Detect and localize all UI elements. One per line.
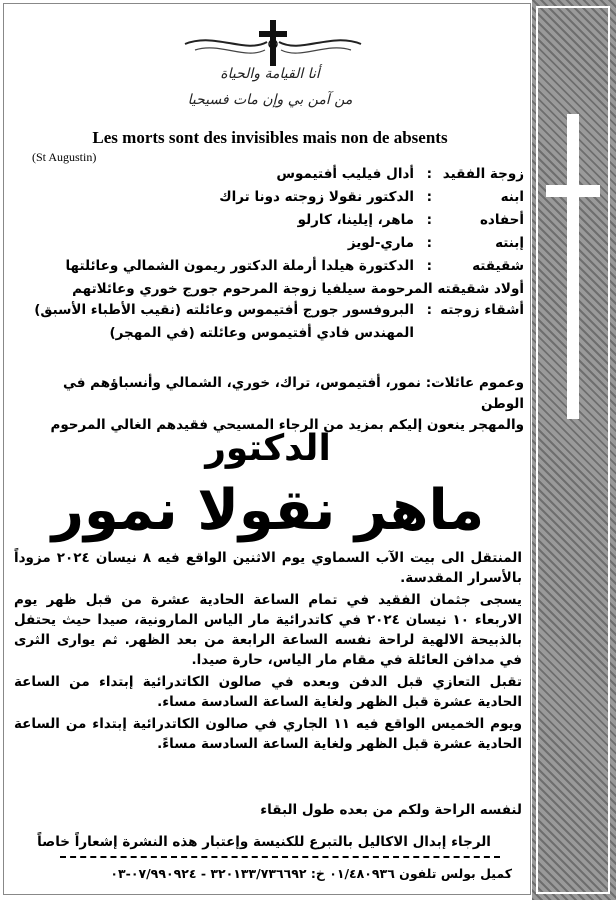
contact-info: كميل بولس تلفون ٠١/٤٨٠٩٣٦ خ: ٣٢٠١٣٣/٧٣٦٦٩٢ - ٠٧/٩٩٠٩٢٤-٠٣ (110, 866, 512, 881)
relative-label: ابنه (500, 189, 524, 205)
colon: : (426, 166, 432, 182)
families-line1: وعموم عائلات: نمور، أفتيموس، تراك، خوري، الشمالي وأنسباؤهم في الوطن (62, 375, 524, 412)
relative-row-son (30, 189, 524, 212)
relative-value: ماري-لويز (347, 235, 414, 251)
relative-row-sister (30, 258, 524, 281)
scripture-quote-line1: أنا القيامة والحياة (220, 66, 320, 82)
cross-ornament-icon (175, 14, 371, 70)
cross-icon-bar (546, 185, 600, 197)
colon: : (426, 258, 432, 274)
relative-value: أدال فيليب أفتيموس (276, 166, 414, 182)
relative-label: إبنته (495, 235, 524, 251)
relative-value: ماهر، إيلينا، كارلو (297, 212, 414, 228)
deceased-title: الدكتور (205, 428, 331, 469)
relative-label: شقيقته (472, 258, 524, 274)
relatives-extra-line: أولاد شقيقته المرحومة سيلفيا زوجة المرحوم جورج خوري وعائلاتهم (72, 281, 524, 297)
deceased-name: ماهر نقولا نمور (51, 478, 485, 543)
scripture-quote-line2: من آمن بي وإن مات فسيحيا (187, 92, 353, 108)
divider (60, 856, 500, 858)
relative-value: البروفسور جورج أفتيموس وعائلته (نقيب الأطباء الأسبق) (34, 302, 414, 318)
relative-row-grandchildren (30, 212, 524, 235)
relative-label: أحفاده (479, 212, 524, 228)
cross-icon (567, 114, 579, 419)
wreath-note: الرجاء إبدال الاكاليل بالتبرع للكنيسة وإعتبار هذه النشرة إشعاراً خاصاً (37, 834, 491, 850)
colon: : (426, 235, 432, 251)
french-quote: Les morts sont des invisibles mais non de absents (92, 128, 448, 147)
details-paragraph: تقبل التعازي قبل الدفن وبعده في صالون الكاتدرائية إبتداء من الساعة الحادية عشرة قبل الظهر ولغاية الساعة السادسة مساء. (14, 674, 522, 710)
details-paragraph: المنتقل الى بيت الآب السماوي يوم الاثنين الواقع فيه ٨ نيسان ٢٠٢٤ مزوداً بالأسرار المقدسة. (14, 550, 522, 586)
colon: : (426, 189, 432, 205)
closing-condolence: لنفسه الراحة ولكم من بعده طول البقاء (260, 802, 522, 818)
relative-label: أشقاء زوجته (440, 302, 524, 318)
details-paragraph: ويوم الخميس الواقع فيه ١١ الجاري في صالون الكاتدرائية إبتداء من الساعة الحادية عشرة قبل الظهر ولغاية الساعة السادسة مساءً. (14, 716, 522, 752)
details-paragraph: يسجى جثمان الفقيد في تمام الساعة الحادية عشرة من قبل ظهر يوم الاربعاء ١٠ نيسان ٢٠٢٤ في كاتدرائية مار الياس المارونية، صيدا حيث يحتفل بالذبيحة الالهية لراحة نفسه الساعة الرابعة من بعد الظهر. ثم يوارى الثرى في مدافن العائلة في مقام مار الياس، حارة صيدا. (14, 592, 523, 668)
colon: : (426, 212, 432, 228)
colon: : (426, 302, 432, 318)
relative-row-in-laws (30, 302, 524, 325)
funeral-details (14, 548, 522, 756)
quote-author: (St Augustin) (32, 150, 97, 164)
relative-value: الدكتورة هيلدا أرملة الدكتور ريمون الشمالي وعائلتها (65, 258, 414, 274)
relative-value: الدكتور نقولا زوجته دونا تراك (219, 189, 414, 205)
relative-in-laws-continued: المهندس فادي أفتيموس وعائلته (في المهجر) (109, 325, 414, 341)
relative-row-daughter (30, 235, 524, 258)
relative-row-wife (30, 166, 524, 189)
families-line2: والمهجر ينعون إليكم بمزيد من الرجاء المسيحي فقيدهم الغالي المرحوم (50, 417, 524, 433)
relative-label: زوجة الفقيد (442, 166, 524, 182)
relatives-list (30, 166, 524, 348)
families-announcement (22, 373, 524, 436)
